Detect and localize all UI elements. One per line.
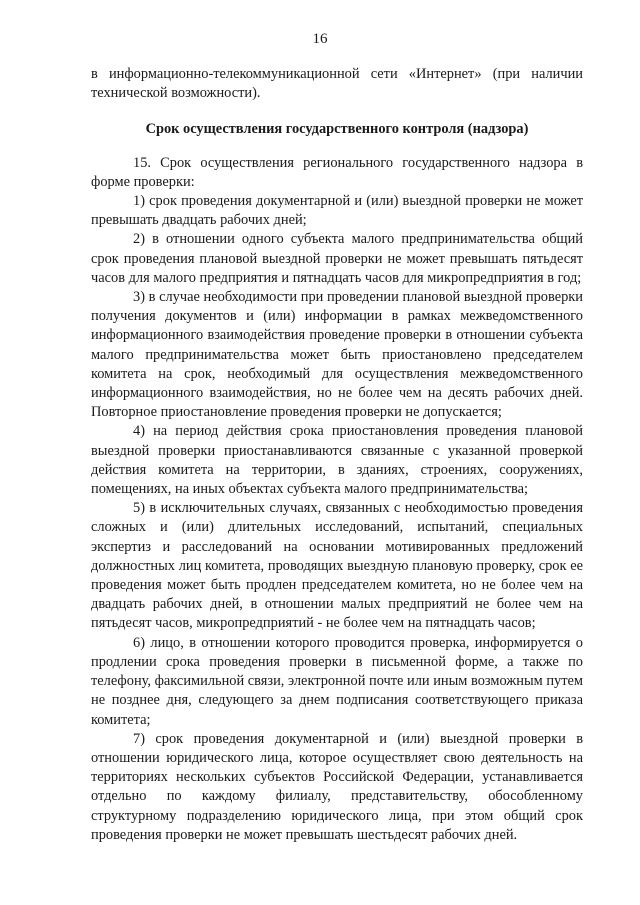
section-title: Срок осуществления государственного контроля (надзора) [145,121,529,138]
paragraph-item-7: 7) срок проведения документарной и (или) выездной проверки в отношении юридического лица, которое осуществляет свою деятельность на территориях нескольких субъектов Российской Федерации, устанавливается отдельно по каждому филиалу, представительству, обособленному структурному подразделению юридического лица, при этом общий срок проведения проверки не может превышать шестьдесят рабочих дней. [91,730,583,843]
paragraph-item-5: 5) в исключительных случаях, связанных с необходимостью проведения сложных и (или) длительных исследований, испытаний, специальных экспертиз и расследований на основании мотивированных предложений должностных лиц комитета, проводящих выездную плановую проверку, срок ее проведения может быть продлен председателем комитета, но не более чем на двадцать рабочих дней, в отношении малых предприятий не более чем на пятьдесят часов, микропредприятий - не более чем на пятнадцать часов; [91,500,583,632]
paragraph-clause-15: 15. Срок осуществления регионального государственного надзора в форме проверки: [91,154,583,190]
paragraph-item-6: 6) лицо, в отношении которого проводится проверка, информируется о продлении срока проведения проверки в письменной форме, а также по телефону, факсимильной связи, электронной почте или иным возможным путем не позднее дня, следующего за днем подписания соответствующего приказа комитета; [91,634,584,728]
intro-paragraph: в информационно-телекоммуникационной сети «Интернет» (при наличии технической возможности). [91,66,583,102]
document-body [91,65,583,845]
paragraph-item-3: 3) в случае необходимости при проведении плановой выездной проверки получения документов и (или) информации в рамках межведомственного информационного взаимодействия проведение проверки в отношении субъекта малого предпринимательства может быть приостановлено председателем комитета на срок, необходимый для осуществления межведомственного информационного взаимодействия, но не более чем на десять рабочих дней. Повторное приостановление проведения проверки не допускается; [91,289,583,421]
paragraph-item-4: 4) на период действия срока приостановления проведения плановой выездной проверки приостанавливаются связанные с указанной проверкой действия комитета на территории, в зданиях, строениях, сооружениях, помещениях, на иных объектах субъекта малого предпринимательства; [91,423,583,498]
paragraph-item-2: 2) в отношении одного субъекта малого предпринимательства общий срок проведения плановой выездной проверки не может превышать пятьдесят часов для малого предприятия и пятнадцать часов для микропредприятия в год; [91,231,583,286]
paragraph-item-1: 1) срок проведения документарной и (или) выездной проверки не может превышать двадцать рабочих дней; [91,193,583,229]
page-number: 16 [312,31,328,47]
